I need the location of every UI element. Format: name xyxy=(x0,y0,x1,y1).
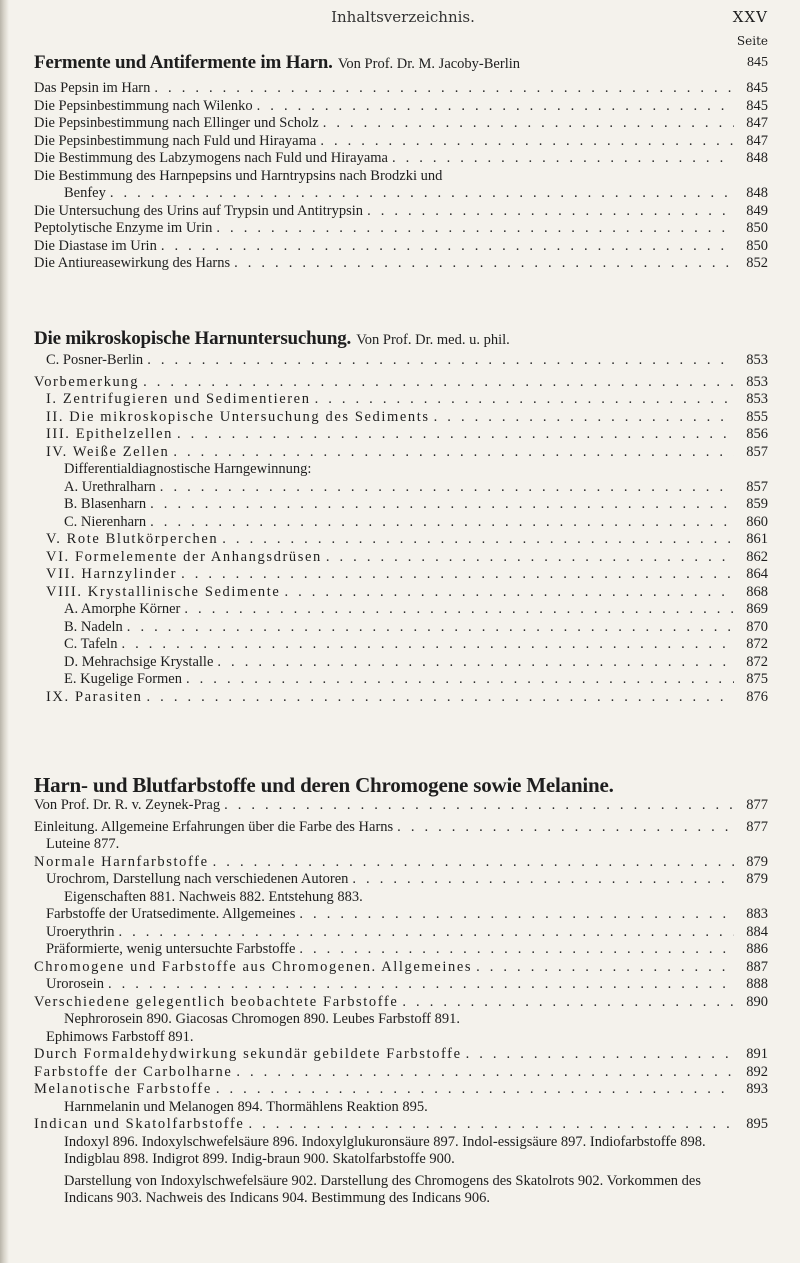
entry-text: I. Zentrifugieren und Sedimentieren xyxy=(46,391,311,407)
toc-note xyxy=(34,1011,772,1029)
section-author: Von Prof. Dr. R. v. Zeynek-Prag xyxy=(34,797,221,813)
entry-text: Luteine 877. xyxy=(46,836,120,852)
entry-text: Peptolytische Enzyme im Urin xyxy=(34,220,213,236)
entry-text: Eigenschaften 881. Nachweis 882. Entstehung 883. xyxy=(64,888,363,905)
entry-page: 893 xyxy=(746,1081,768,1097)
section-heading xyxy=(34,773,772,797)
entry-page: 857 xyxy=(746,478,768,495)
entry-text: III. Epithelzellen xyxy=(46,426,174,442)
entry-text: Urorosein xyxy=(46,976,104,992)
entry-page: 845 xyxy=(746,97,768,114)
section-heading xyxy=(34,328,772,352)
toc-entry xyxy=(34,98,772,116)
entry-page: 872 xyxy=(746,653,768,670)
toc-entry xyxy=(34,871,772,889)
entry-text: Das Pepsin im Harn xyxy=(34,80,151,96)
entry-text: A. Amorphe Körner xyxy=(64,601,181,617)
entry-page: 872 xyxy=(746,636,768,652)
section-author: Von Prof. Dr. M. Jacoby-Berlin xyxy=(337,56,521,72)
toc-entry xyxy=(34,601,772,619)
entry-page: 891 xyxy=(746,1046,768,1062)
entry-page: 892 xyxy=(746,1063,768,1080)
entry-text: II. Die mikroskopische Untersuchung des Sediments xyxy=(46,408,430,425)
entry-text: IV. Weiße Zellen xyxy=(46,443,170,460)
section-title: Fermente und Antifermente im Harn. xyxy=(34,52,333,73)
entry-page: 884 xyxy=(746,923,768,940)
toc-entry-continued xyxy=(34,185,772,203)
toc-entry xyxy=(34,549,772,567)
entry-text: Harnmelanin und Melanogen 894. Thormählens Reaktion 895. xyxy=(64,1098,428,1115)
entry-text: V. Rote Blutkörperchen xyxy=(46,531,219,547)
toc-entry xyxy=(34,1046,772,1064)
toc-entry xyxy=(34,854,772,872)
entry-page: 850 xyxy=(746,237,768,254)
entry-page: 847 xyxy=(746,132,768,149)
toc-entry xyxy=(34,220,772,238)
entry-text: Farbstoffe der Carbolharne xyxy=(34,1063,233,1080)
entry-page: 850 xyxy=(746,220,768,236)
toc-paragraph: Darstellung von Indoxylschwefelsäure 902. Darstellung des Chromogens des Skatolrots 902. Vorkommen des Indicans 903. Nachweis des Indicans 904. Bestimmung des Indicans 906. xyxy=(64,1172,701,1206)
toc-entry xyxy=(34,391,772,409)
toc-entry xyxy=(34,689,772,707)
toc-entry xyxy=(34,496,772,514)
running-title: Inhaltsverzeichnis. xyxy=(331,8,475,26)
section-harnfarbstoffe xyxy=(34,773,772,1208)
entry-text: Die Diastase im Urin xyxy=(34,237,157,254)
toc-entry xyxy=(34,994,772,1012)
toc-entry xyxy=(34,924,772,942)
entry-page: 857 xyxy=(746,443,768,460)
toc-entry xyxy=(34,797,772,815)
entry-text: Vorbemerkung xyxy=(34,373,140,390)
section-author: Von Prof. Dr. med. u. phil. xyxy=(356,332,510,348)
toc-entry xyxy=(34,426,772,444)
entry-text: Die Untersuchung des Urins auf Trypsin und Antitrypsin xyxy=(34,202,364,219)
section-page: 853 xyxy=(746,352,768,368)
roman-page-number: XXV xyxy=(732,8,768,26)
toc-entry xyxy=(34,1081,772,1099)
page-edge-shadow xyxy=(0,0,9,1263)
entry-page: 853 xyxy=(746,391,768,407)
toc-entry xyxy=(34,584,772,602)
section-heading xyxy=(34,52,772,76)
entry-page: 879 xyxy=(746,871,768,887)
entry-page: 848 xyxy=(746,185,768,201)
entry-text: Chromogene und Farbstoffe aus Chromogenen. Allgemeines xyxy=(34,958,473,975)
entry-page: 886 xyxy=(746,941,768,957)
entry-text: Die Pepsinbestimmung nach Fuld und Hirayama xyxy=(34,132,317,149)
toc-note xyxy=(34,836,772,854)
entry-text: Urochrom, Darstellung nach verschiedenen Autoren xyxy=(46,871,349,887)
entry-page: 856 xyxy=(746,426,768,442)
entry-text: Die Bestimmung des Harnpepsins und Harntrypsins nach Brodzki und xyxy=(34,167,443,184)
section-page: 877 xyxy=(746,797,768,813)
toc-note-continued xyxy=(34,1029,772,1047)
entry-text: Differentialdiagnostische Harngewinnung: xyxy=(64,461,312,477)
entry-text: Ephimows Farbstoff 891. xyxy=(46,1028,194,1045)
entry-page: 876 xyxy=(746,688,768,705)
toc-entry xyxy=(34,671,772,689)
toc-paragraph: Indoxyl 896. Indoxylschwefelsäure 896. Indoxylglukuronsäure 897. Indol-essigsäure 897. Indiofarbstoffe 898. Indigblau 898. Indigrot 899. Indig-braun 900. Skatolfarbstoffe 900. xyxy=(64,1133,706,1167)
entry-text: E. Kugelige Formen xyxy=(64,671,182,687)
toc-entry xyxy=(34,444,772,462)
entry-text: Die Antiureasewirkung des Harns xyxy=(34,255,231,271)
entry-page: 855 xyxy=(746,408,768,425)
entry-page: 879 xyxy=(746,853,768,870)
entry-page: 859 xyxy=(746,496,768,512)
entry-page: 845 xyxy=(746,80,768,96)
toc-entry xyxy=(34,959,772,977)
toc-subheading xyxy=(34,461,772,479)
entry-page: 890 xyxy=(746,993,768,1010)
toc-entry xyxy=(34,619,772,637)
section-mikroskopische xyxy=(34,328,772,706)
toc-entry xyxy=(34,941,772,959)
entry-page: 864 xyxy=(746,566,768,582)
running-header xyxy=(34,8,772,30)
entry-text: Uroerythrin xyxy=(46,923,115,940)
toc-entry xyxy=(34,255,772,273)
toc-entry xyxy=(34,531,772,549)
entry-page: 861 xyxy=(746,531,768,547)
toc-entry xyxy=(34,115,772,133)
entry-text: D. Mehrachsige Krystalle xyxy=(64,653,214,670)
toc-entry xyxy=(34,80,772,98)
entry-page: 852 xyxy=(746,255,768,271)
entry-text: Normale Harnfarbstoffe xyxy=(34,853,209,870)
toc-entry xyxy=(34,203,772,221)
toc-entry xyxy=(34,374,772,392)
toc-entry xyxy=(34,150,772,168)
toc-entry xyxy=(34,976,772,994)
entry-page: 868 xyxy=(746,583,768,600)
section-page: 845 xyxy=(747,55,768,70)
entry-page: 888 xyxy=(746,976,768,992)
section-title: Harn- und Blutfarbstoffe und deren Chromogene sowie Melanine. xyxy=(34,773,614,797)
toc-page xyxy=(34,0,772,1263)
toc-entry xyxy=(34,352,772,370)
entry-page: 847 xyxy=(746,115,768,131)
entry-text: Melanotische Farbstoffe xyxy=(34,1081,212,1097)
toc-entry xyxy=(34,906,772,924)
entry-text: Die Pepsinbestimmung nach Wilenko xyxy=(34,97,253,114)
entry-text: Nephrorosein 890. Giacosas Chromogen 890. Leubes Farbstoff 891. xyxy=(64,1011,460,1027)
entry-page: 870 xyxy=(746,618,768,635)
entry-text: C. Nierenharn xyxy=(64,513,147,530)
entry-text: VII. Harnzylinder xyxy=(46,566,178,582)
entry-page: 875 xyxy=(746,671,768,687)
section-title: Die mikroskopische Harnuntersuchung. xyxy=(34,328,352,349)
entry-page: 849 xyxy=(746,202,768,219)
toc-entry xyxy=(34,819,772,837)
entry-text: VIII. Krystallinische Sedimente xyxy=(46,583,281,600)
entry-text: Verschiedene gelegentlich beobachtete Farbstoffe xyxy=(34,993,399,1010)
toc-entry xyxy=(34,566,772,584)
entry-page: 853 xyxy=(746,373,768,390)
entry-text: Einleitung. Allgemeine Erfahrungen über die Farbe des Harns xyxy=(34,818,394,835)
toc-note xyxy=(34,1099,772,1117)
toc-entry xyxy=(34,636,772,654)
toc-entry xyxy=(34,654,772,672)
entry-page: 883 xyxy=(746,906,768,922)
entry-text: A. Urethralharn xyxy=(64,478,156,495)
toc-entry xyxy=(34,409,772,427)
entry-text: Die Pepsinbestimmung nach Ellinger und Scholz xyxy=(34,115,319,131)
entry-text: B. Blasenharn xyxy=(64,496,147,512)
entry-text: B. Nadeln xyxy=(64,618,123,635)
entry-page: 848 xyxy=(746,150,768,166)
entry-text: VI. Formelemente der Anhangsdrüsen xyxy=(46,548,322,565)
section-author-name: C. Posner-Berlin xyxy=(46,352,144,368)
entry-text: C. Tafeln xyxy=(64,636,118,652)
entry-text: Präformierte, wenig untersuchte Farbstoffe xyxy=(46,941,296,957)
entry-page: 860 xyxy=(746,513,768,530)
toc-entry xyxy=(34,1116,772,1134)
toc-entry xyxy=(34,1064,772,1082)
section-fermente xyxy=(34,52,772,273)
entry-page: 862 xyxy=(746,548,768,565)
toc-note xyxy=(34,889,772,907)
entry-text: IX. Parasiten xyxy=(46,688,143,705)
entry-text: Durch Formaldehydwirkung sekundär gebildete Farbstoffe xyxy=(34,1046,462,1062)
toc-entry xyxy=(34,514,772,532)
entry-page: 887 xyxy=(746,958,768,975)
toc-entry xyxy=(34,133,772,151)
entry-text: Benfey xyxy=(64,185,106,201)
seite-label: Seite xyxy=(736,34,768,48)
entry-text: Die Bestimmung des Labzymogens nach Fuld und Hirayama xyxy=(34,150,388,166)
entry-page: 869 xyxy=(746,601,768,617)
entry-text: Indican und Skatolfarbstoffe xyxy=(34,1116,245,1132)
entry-text: Farbstoffe der Uratsedimente. Allgemeines xyxy=(46,906,296,922)
entry-page: 877 xyxy=(746,818,768,835)
toc-entry xyxy=(34,168,772,186)
toc-entry xyxy=(34,479,772,497)
toc-entry xyxy=(34,238,772,256)
entry-page: 895 xyxy=(746,1116,768,1132)
